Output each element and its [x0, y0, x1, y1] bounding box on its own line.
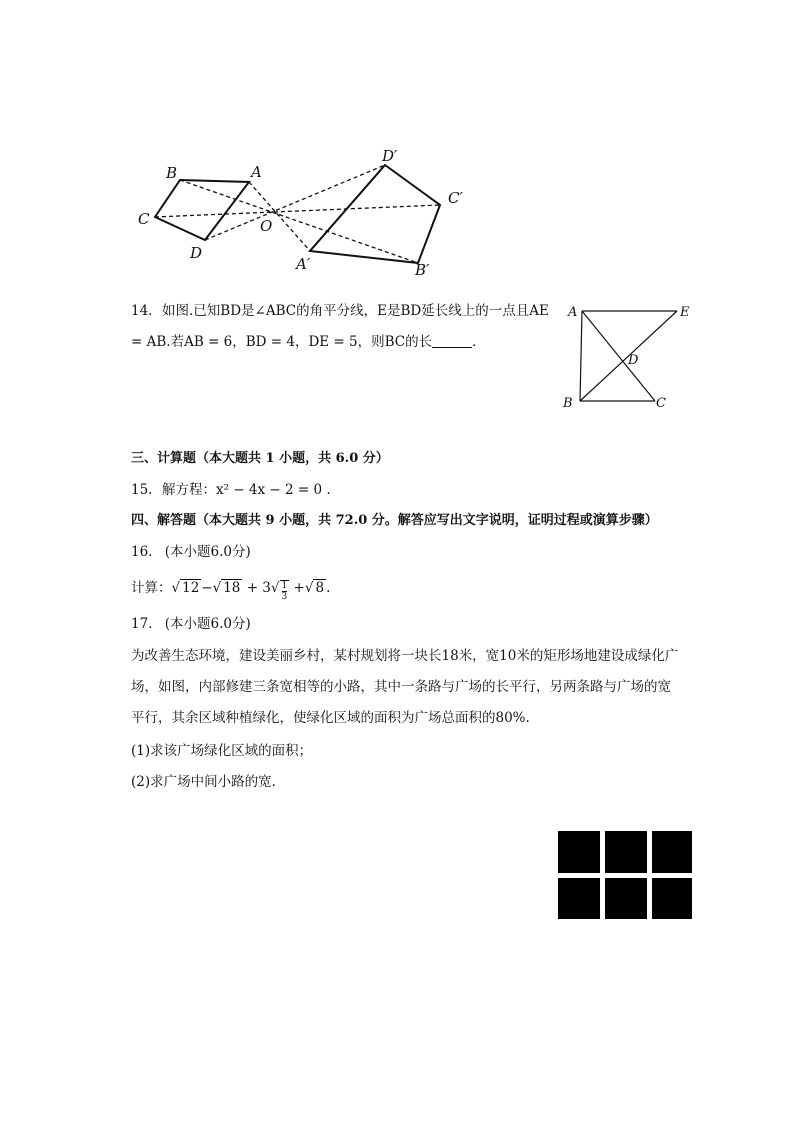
label-d: D	[190, 244, 203, 262]
label-c: C	[138, 210, 150, 228]
label-b: B	[166, 164, 178, 182]
q16-expression: 计算：√ 12 −√ 18 + 3√ $\frac{1}{3}$ +√ 8 .	[131, 580, 331, 602]
q16-header	[131, 542, 251, 562]
bisector-figure	[560, 300, 700, 415]
q17-score: (本小题6.0分)	[164, 616, 251, 632]
label-a: A	[251, 163, 262, 181]
q17-part-2: (2)求广场中间小路的宽.	[131, 774, 276, 790]
label-c: C	[656, 396, 666, 411]
horizontal-road	[557, 873, 693, 878]
q14-line2-text: = AB.若AB = 6，BD = 4，DE = 5，则BC的长	[131, 334, 433, 350]
q17-para-line2: 场，如图，内部修建三条宽相等的小路，其中一条路与广场的长平行，另两条路与广场的宽	[131, 679, 671, 695]
label-e: E	[680, 305, 690, 320]
answer-blank	[432, 333, 472, 348]
q17-number: 17.	[131, 616, 153, 632]
label-d: D	[628, 353, 639, 368]
label-a-prime: A′	[296, 255, 311, 273]
label-c-prime: C′	[448, 189, 463, 207]
sqrt-12: 12	[182, 580, 200, 596]
section-3-heading: 三、计算题（本大题共 1 小题，共 6.0 分）	[131, 451, 389, 466]
sqrt-18: 18	[223, 580, 241, 596]
label-b: B	[563, 396, 573, 411]
sqrt-8: 8	[315, 580, 325, 596]
q16-prefix: 计算：	[131, 580, 172, 596]
q16-number: 16.	[131, 544, 153, 560]
section-4-heading: 四、解答题（本大题共 9 小题，共 72.0 分。解答应写出文字说明，证明过程或演算步骤）	[131, 513, 658, 528]
q14-line2-end: ．	[472, 334, 486, 350]
label-o: O	[260, 217, 273, 235]
q14-line1: 如图.已知BD是∠ABC的角平分线，E是BD延长线上的一点且AE	[162, 303, 549, 319]
fraction-one-third: $\frac{1}{3}$	[281, 581, 288, 602]
quad-abcd	[155, 180, 249, 240]
q14-line2	[131, 332, 486, 352]
q17-part-1: (1)求该广场绿化区域的面积；	[131, 743, 313, 759]
minus-sign: −	[201, 580, 213, 596]
rotation-figure	[130, 145, 480, 285]
label-b-prime: B′	[415, 261, 430, 279]
q17-header	[131, 614, 251, 634]
plus-sign: +	[293, 580, 305, 596]
q16-score: (本小题6.0分)	[164, 544, 251, 560]
q15-number: 15.	[131, 482, 153, 498]
q15-text: 解方程：x² − 4x − 2 = 0 .	[162, 482, 331, 498]
q17-para-line3: 平行，其余区域种植绿化，使绿化区域的面积为广场总面积的80%.	[131, 710, 530, 726]
q14-number: 14.	[131, 303, 153, 319]
label-d-prime: D′	[382, 147, 398, 165]
end-period: .	[326, 580, 331, 596]
q17-para-line1: 为改善生态环境，建设美丽乡村，某村规划将一块长18米，宽10米的矩形场地建设成绿化广	[131, 648, 679, 664]
plus-three: + 3	[246, 580, 271, 596]
label-a: A	[568, 305, 578, 320]
plaza-figure	[557, 830, 693, 920]
